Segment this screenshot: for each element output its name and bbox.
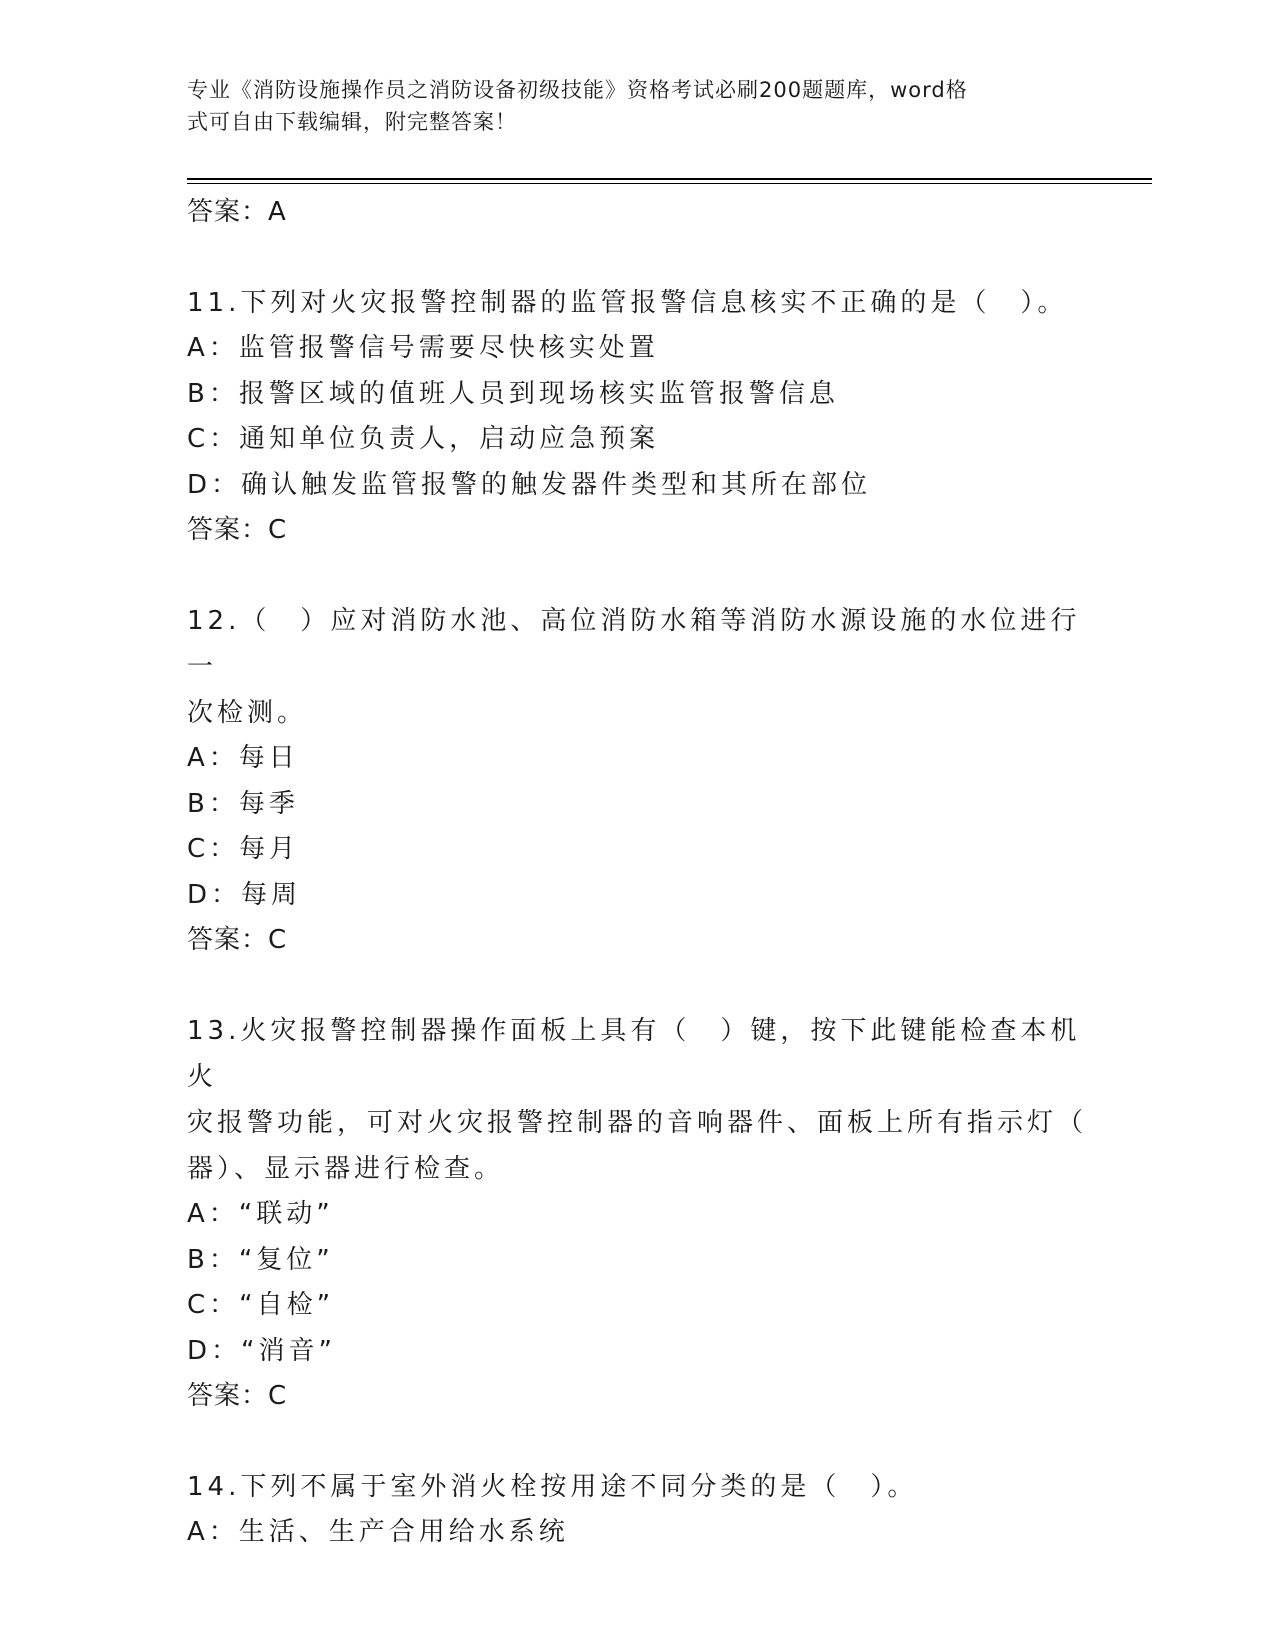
question-stem: 次检测。 xyxy=(187,698,308,728)
option-b: B：“复位” xyxy=(187,1244,334,1275)
question-12 xyxy=(187,598,1087,962)
option-c: C：“自检” xyxy=(187,1290,335,1320)
option-d: D：每周 xyxy=(187,879,302,910)
question-stem: 灾报警功能，可对火灾报警控制器的音响器件、面板上所有指示灯（ xyxy=(187,1108,1088,1138)
option-c: C：通知单位负责人，启动应急预案 xyxy=(187,424,660,454)
answer: 答案：C xyxy=(187,515,288,545)
question-stem: 器）、显示器进行检查。 xyxy=(187,1154,505,1184)
header-line-2: 式可自由下载编辑，附完整答案！ xyxy=(187,110,517,134)
question-list xyxy=(187,190,1087,1556)
question-stem: 11.下列对火灾报警控制器的监管报警信息核实不正确的是（ ）。 xyxy=(187,288,1068,318)
question-14 xyxy=(187,1464,1087,1556)
question-11 xyxy=(187,280,1087,552)
option-c: C：每月 xyxy=(187,834,300,864)
header-divider-thick xyxy=(187,178,1152,180)
header-divider-thin xyxy=(187,183,1152,184)
question-stem: 13.火灾报警控制器操作面板上具有（ ）键，按下此键能检查本机火 xyxy=(187,1016,1081,1092)
answer: 答案：C xyxy=(187,1381,288,1411)
option-a: A：每日 xyxy=(187,743,299,773)
question-13 xyxy=(187,1008,1087,1418)
option-a: A：监管报警信号需要尽快核实处置 xyxy=(187,333,659,363)
option-a: A：生活、生产合用给水系统 xyxy=(187,1517,569,1547)
option-d: D：“消音” xyxy=(187,1335,336,1366)
question-stem: 14.下列不属于室外消火栓按用途不同分类的是（ ）。 xyxy=(187,1472,918,1502)
option-a: A：“联动” xyxy=(187,1199,334,1229)
answer: 答案：C xyxy=(187,925,288,955)
option-d: D：确认触发监管报警的触发器件类型和其所在部位 xyxy=(187,469,872,500)
option-b: B：每季 xyxy=(187,788,299,819)
option-b: B：报警区域的值班人员到现场核实监管报警信息 xyxy=(187,378,839,409)
document-header xyxy=(187,74,1087,138)
question-stem: 12.（ ）应对消防水池、高位消防水箱等消防水源设施的水位进行一 xyxy=(187,606,1081,682)
previous-answer: 答案：A xyxy=(187,197,287,227)
header-line-1: 专业《消防设施操作员之消防设备初级技能》资格考试必刷200题题库，word格 xyxy=(187,78,968,102)
